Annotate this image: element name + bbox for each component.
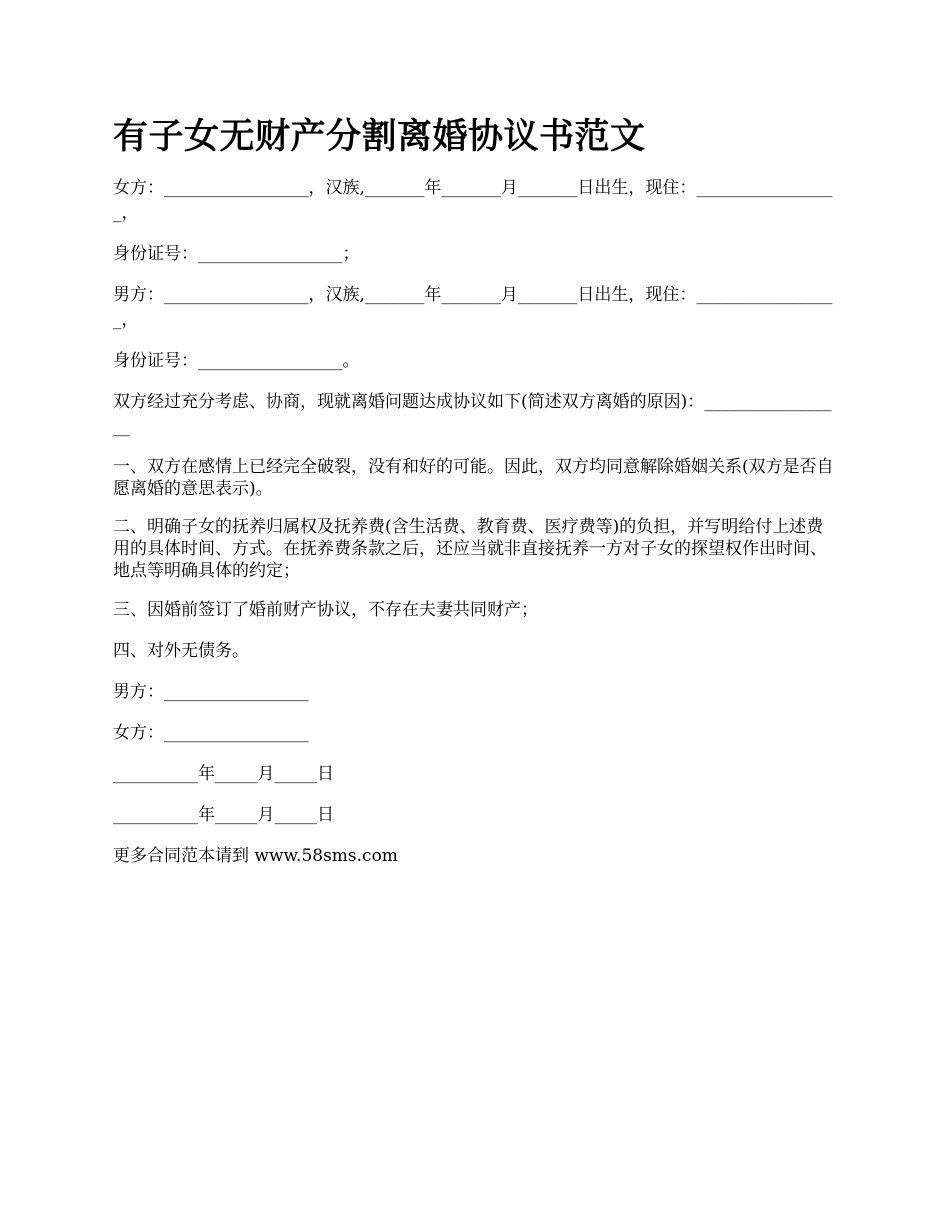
female-id-number: 身份证号：_________________； — [113, 244, 360, 264]
clause-1: 一、双方在感情上已经完全破裂，没有和好的可能。因此，双方均同意解除婚姻关系(双方是否自愿离婚的意思表示)。 — [113, 457, 834, 499]
female-party-info: 女方：_________________，汉族,_______年_______月_______日出生，现住：_________________， — [113, 178, 833, 223]
male-party-info: 男方：_________________，汉族,_______年_______月_______日出生，现住：_________________， — [113, 285, 833, 330]
clause-3: 三、因婚前签订了婚前财产协议，不存在夫妻共同财产； — [113, 600, 538, 620]
footer-note: 更多合同范本请到 www.58sms.com — [113, 846, 398, 866]
document-title: 有子女无财产分割离婚协议书范文 — [113, 116, 646, 157]
date-line-2: __________年_____月_____日 — [113, 805, 334, 825]
date-line-1: __________年_____月_____日 — [113, 764, 334, 784]
female-signature-line: 女方：_________________ — [113, 723, 309, 743]
male-id-number: 身份证号：_________________。 — [113, 351, 360, 371]
male-signature-line: 男方：_________________ — [113, 682, 309, 702]
clause-4: 四、对外无债务。 — [113, 641, 249, 661]
document-page — [113, 112, 840, 885]
agreement-preamble: 双方经过充分考虑、协商，现就离婚问题达成协议如下(简述双方离婚的原因)：_________________ — [113, 392, 832, 437]
clause-2: 二、明确子女的抚养归属权及抚养费(含生活费、教育费、医疗费等)的负担，并写明给付上述费用的具体时间、方式。在抚养费条款之后，还应当就非直接抚养一方对子女的探望权作出时间、地点等明确具体的约定； — [113, 517, 827, 581]
